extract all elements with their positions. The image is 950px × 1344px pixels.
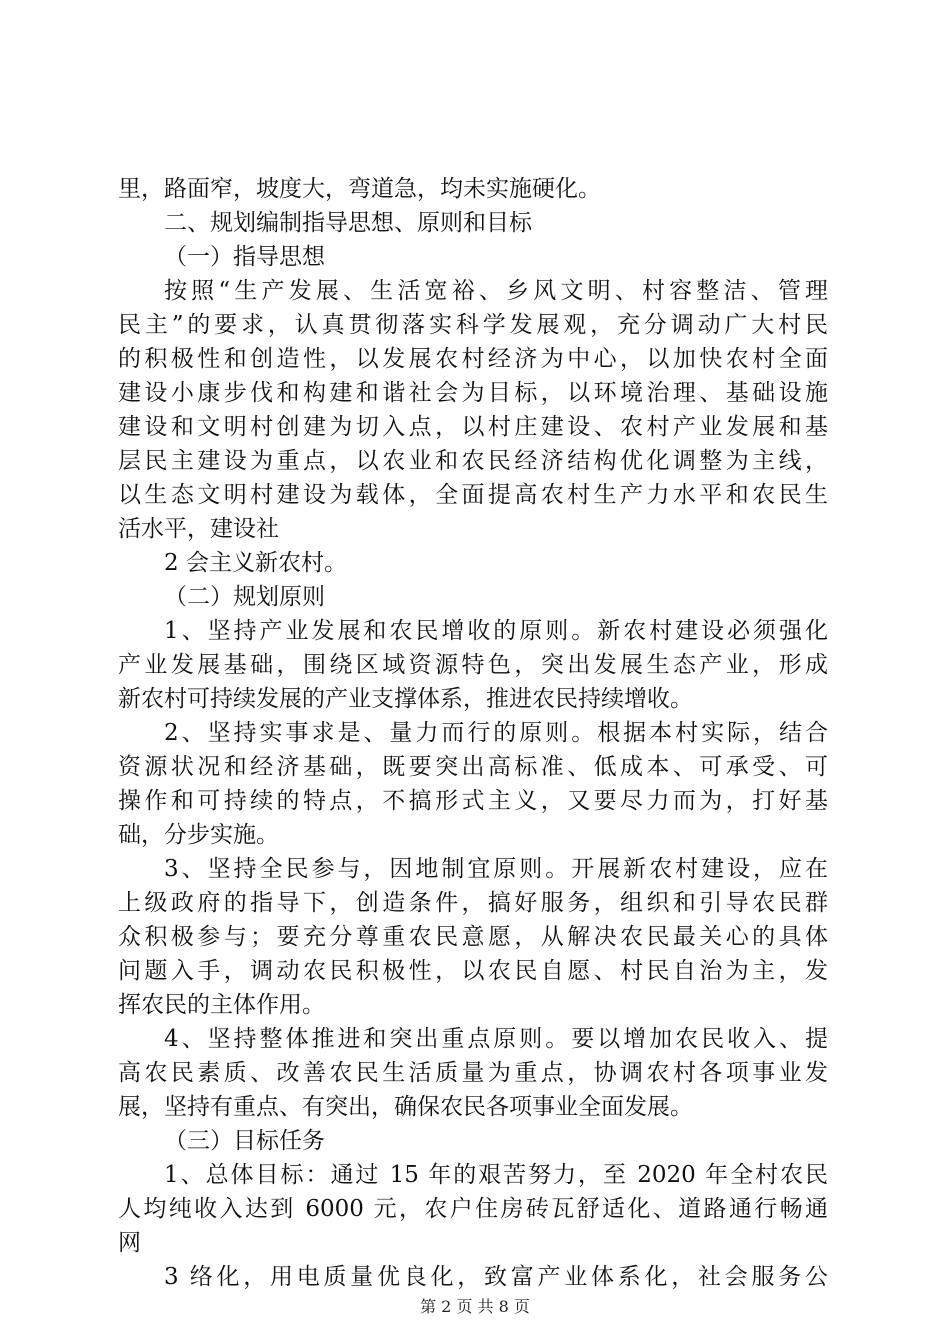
text-line-4: 按照“生产发展、生活宽裕、乡风文明、村容整洁、管理 [164, 278, 828, 304]
section-heading-2: 二、规划编制指导思想、原则和目标 [164, 210, 532, 236]
text-line-5: 民主”的要求，认真贯彻落实科学发展观，充分调动广大村民 [118, 312, 828, 338]
text-line-33: 3 络化，用电质量优良化，致富产业体系化，社会服务公 [164, 1264, 828, 1290]
text-line-7: 建设小康步伐和构建和谐社会为目标，以环境治理、基础设施 [118, 380, 828, 406]
text-line-25: 挥农民的主体作用。 [118, 992, 325, 1018]
subsection-heading-planning-principles: （二）规划原则 [164, 584, 325, 610]
text-line-21: 3、坚持全民参与，因地制宜原则。开展新农村建设，应在 [164, 856, 828, 882]
text-line-20: 础，分步实施。 [118, 822, 279, 848]
text-line-6: 的积极性和创造性，以发展农村经济为中心，以加快农村全面 [118, 346, 828, 372]
text-line-15: 产业发展基础，围绕区域资源特色，突出发展生态产业，形成 [118, 652, 828, 678]
text-line-10: 以生态文明村建设为载体，全面提高农村生产力水平和农民生 [118, 482, 828, 508]
text-line-11: 活水平，建设社 [118, 516, 279, 542]
text-line-22: 上级政府的指导下，创造条件，搞好服务，组织和引导农民群 [118, 890, 828, 916]
page-footer: 第 2 页 共 8 页 [420, 1297, 530, 1316]
text-line-23: 众积极参与；要充分尊重农民意愿，从解决农民最关心的具体 [118, 924, 828, 950]
text-line-16: 新农村可持续发展的产业支撑体系，推进农民持续增收。 [118, 686, 693, 712]
text-line-18: 资源状况和经济基础，既要突出高标准、低成本、可承受、可 [118, 754, 828, 780]
subsection-heading-guiding-ideology: （一）指导思想 [164, 244, 325, 270]
text-line-14: 1、坚持产业发展和农民增收的原则。新农村建设必须强化 [164, 618, 828, 644]
text-line-8: 建设和文明村创建为切入点，以村庄建设、农村产业发展和基 [118, 414, 828, 440]
text-line-26: 4、坚持整体推进和突出重点原则。要以增加农民收入、提 [164, 1026, 828, 1052]
text-line-32: 网 [118, 1230, 141, 1256]
text-line-9: 层民主建设为重点，以农业和农民经济结构优化调整为主线， [118, 448, 828, 474]
text-line-1: 里，路面窄，坡度大，弯道急，均未实施硬化。 [118, 176, 601, 202]
text-line-12: 2 会主义新农村。 [164, 550, 347, 576]
text-line-19: 操作和可持续的特点，不搞形式主义，又要尽力而为，打好基 [118, 788, 828, 814]
text-line-17: 2、坚持实事求是、量力而行的原则。根据本村实际，结合 [164, 720, 828, 746]
text-line-28: 展，坚持有重点、有突出，确保农民各项事业全面发展。 [118, 1094, 693, 1120]
text-line-30: 1、总体目标：通过 15 年的艰苦努力，至 2020 年全村农民 [164, 1162, 828, 1188]
text-line-27: 高农民素质、改善农民生活质量为重点，协调农村各项事业发 [118, 1060, 828, 1086]
text-line-24: 问题入手，调动农民积极性，以农民自愿、村民自治为主，发 [118, 958, 828, 984]
subsection-heading-goals: （三）目标任务 [164, 1128, 325, 1154]
text-line-31: 人均纯收入达到 6000 元，农户住房砖瓦舒适化、道路通行畅通 [118, 1196, 828, 1222]
